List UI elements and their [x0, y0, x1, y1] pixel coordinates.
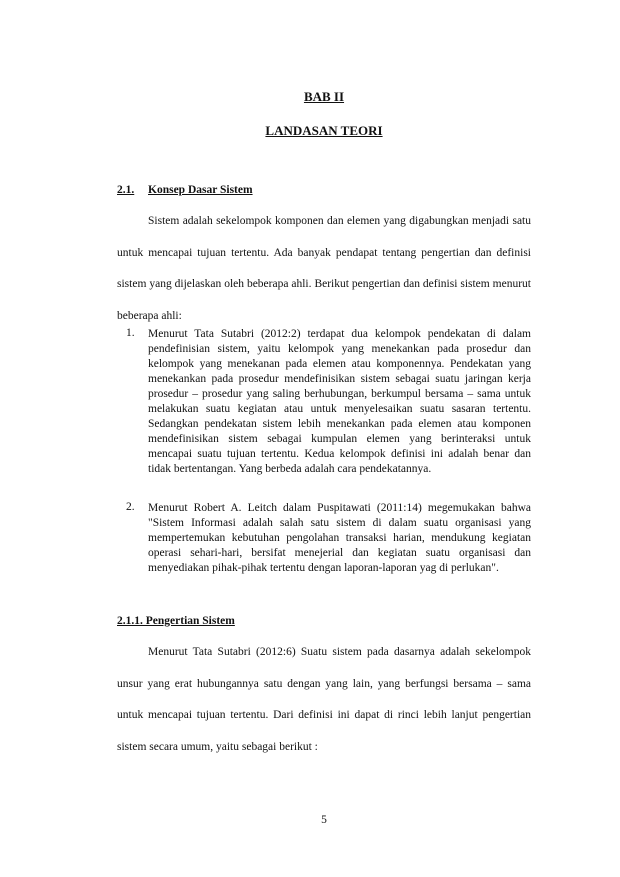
list-item-text: Menurut Robert A. Leitch dalam Puspitawati (2011:14) megemukakan bahwa "Sistem Informasi adalah salah satu sistem di dalam suatu organisasi yang mempertemukan kebutuhan pengolahan transaksi harian, mendukung kegiatan operasi sehari-hari, bersifat menejerial dan kegiatan suatu organisasi dan menyediakan pihak-pihak tertentu dengan laporan-laporan yag di perlukan".	[148, 502, 531, 574]
chapter-number: BAB II	[303, 89, 345, 104]
list-item-number: 2.	[126, 501, 135, 513]
section-number: 2.1.	[117, 184, 135, 196]
subsection-title: 2.1.1. Pengertian Sistem	[117, 615, 235, 627]
list-item-number: 1.	[126, 327, 135, 339]
section-intro-paragraph: Sistem adalah sekelompok komponen dan elemen yang digabungkan menjadi satu untuk mencapai tujuan tertentu. Ada banyak pendapat tentang pengertian dan definisi sistem yang dijelaskan oleh beberapa ahli. Berikut pengertian dan definisi sistem menurut beberapa ahli:	[117, 215, 531, 322]
subsection-paragraph: Menurut Tata Sutabri (2012:6) Suatu sistem pada dasarnya adalah sekelompok unsur yang erat hubungannya satu dengan yang lain, yang berfungsi bersama – sama untuk mencapai tujuan tertentu. Dari definisi ini dapat di rinci lebih lanjut pengertian sistem secara umum, yaitu sebagai berikut :	[117, 646, 531, 753]
section-title: Konsep Dasar Sistem	[148, 184, 253, 196]
chapter-title: LANDASAN TEORI	[265, 123, 383, 138]
list-item-text: Menurut Tata Sutabri (2012:2) terdapat dua kelompok pendekatan di dalam pendefinisian sistem, yaitu kelompok yang menekankan pada prosedur dan kelompok yang menekanan pada elemen atau komponennya. Pendekatan yang menekankan pada prosedur mendefinisikan sistem sebagai suatu jaringan kerja prosedur – prosedur yang saling berhubungan, berkumpul bersama – sama untuk melakukan suatu kegiatan atau untuk menyelesaikan suatu sasaran tertentu. Sedangkan pendekatan sistem lebih menekankan pada elemen atau komponen mendefinisikan sistem sebagai kumpulan elemen yang berinteraksi untuk mencapai suatu tujuan tertentu. Kedua kelompok definisi ini adalah benar dan tidak bertentangan. Yang berbeda adalah cara pendekatannya.	[148, 328, 531, 475]
page-number: 5	[321, 814, 327, 826]
